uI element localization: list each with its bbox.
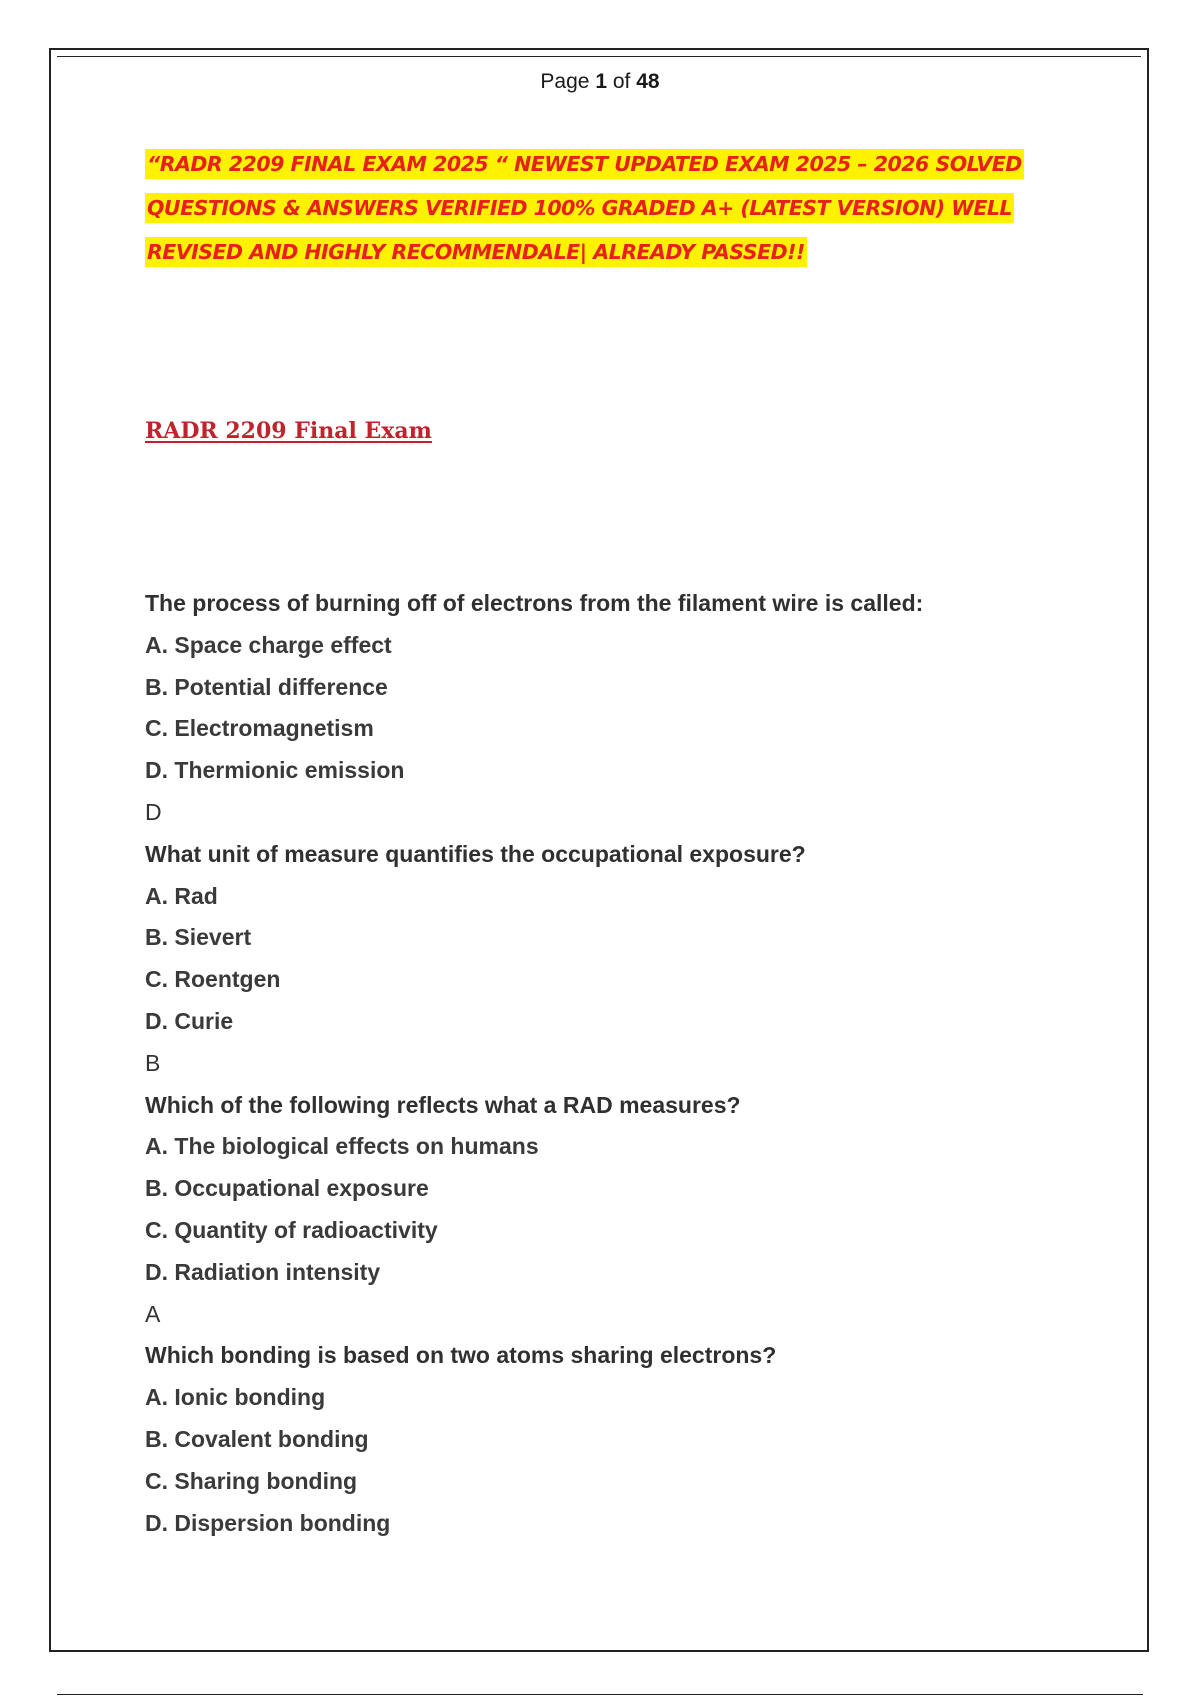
correct-answer: D — [145, 798, 162, 825]
banner-text: QUESTIONS & ANSWERS VERIFIED 100% GRADED A+ (LATEST VERSION) WELL — [145, 193, 1014, 223]
answer-option: D. Curie — [145, 1007, 234, 1034]
answer-option: D. Thermionic emission — [145, 757, 405, 784]
correct-answer: B — [145, 1049, 161, 1076]
page-label: Page — [540, 70, 590, 93]
answer-option: D. Dispersion bonding — [145, 1509, 391, 1536]
answer-option: B. Potential difference — [145, 673, 388, 700]
answer-option: A. Space charge effect — [145, 631, 392, 658]
answer-option: A. The biological effects on humans — [145, 1133, 539, 1160]
correct-answer: A — [145, 1300, 161, 1327]
answer-option: B. Occupational exposure — [145, 1175, 429, 1202]
banner-line — [145, 142, 1045, 186]
banner-text: REVISED AND HIGHLY RECOMMENDALE| ALREADY PASSED!! — [145, 237, 807, 267]
answer-option: C. Quantity of radioactivity — [145, 1216, 438, 1243]
answer-option: C. Electromagnetism — [145, 715, 374, 742]
page-of: of — [612, 70, 631, 93]
answer-option: B. Sievert — [145, 924, 252, 951]
answer-option: A. Ionic bonding — [145, 1384, 326, 1411]
section-title: RADR 2209 Final Exam — [145, 418, 432, 444]
document-banner — [145, 142, 1045, 274]
question-text: What unit of measure quantifies the occupational exposure? — [145, 840, 806, 867]
question-text: The process of burning off of electrons from the filament wire is called: — [145, 590, 924, 616]
question-text: Which of the following reflects what a RAD measures? — [145, 1091, 741, 1118]
page-total: 48 — [636, 70, 660, 93]
next-page-rule — [57, 1694, 1143, 1695]
answer-option: B. Covalent bonding — [145, 1425, 369, 1452]
question-list — [145, 583, 1105, 1544]
answer-option: D. Radiation intensity — [145, 1258, 381, 1285]
top-rule — [57, 56, 1141, 57]
answer-option: A. Rad — [145, 882, 218, 909]
answer-option: C. Roentgen — [145, 966, 281, 993]
answer-option: C. Sharing bonding — [145, 1467, 358, 1494]
page-current: 1 — [595, 70, 607, 93]
banner-text: “RADR 2209 FINAL EXAM 2025 “ NEWEST UPDATED EXAM 2025 – 2026 SOLVED — [145, 149, 1024, 179]
question-text: Which bonding is based on two atoms sharing electrons? — [145, 1342, 777, 1369]
page-number — [0, 70, 1200, 94]
banner-line — [145, 230, 1045, 274]
banner-line — [145, 186, 1045, 230]
